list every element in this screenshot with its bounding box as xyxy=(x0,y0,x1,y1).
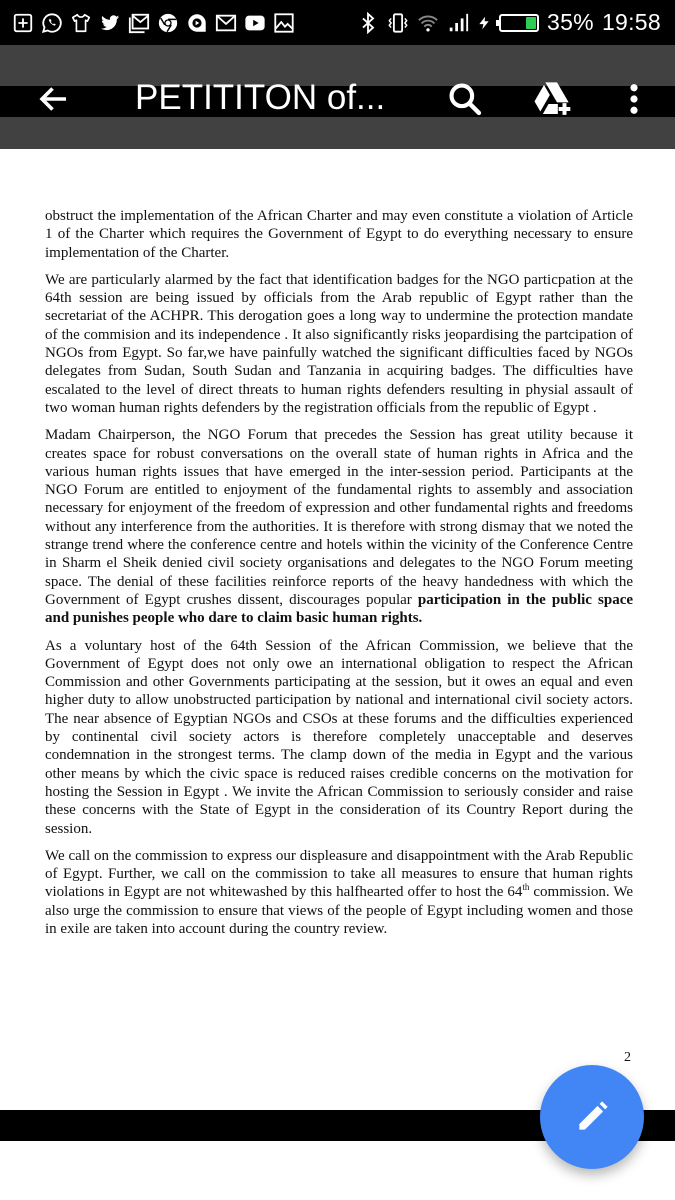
youtube-icon xyxy=(244,12,266,34)
charging-icon xyxy=(477,12,491,34)
gmail-icon xyxy=(215,12,237,34)
wifi-icon xyxy=(417,12,439,34)
paragraph xyxy=(45,847,633,938)
signal-icon xyxy=(447,12,469,34)
more-vert-icon xyxy=(616,81,652,117)
gmail-stack-icon xyxy=(128,12,150,34)
vibrate-icon xyxy=(387,12,409,34)
search-icon xyxy=(446,80,484,118)
chrome-icon xyxy=(157,12,179,34)
twitter-icon xyxy=(99,12,121,34)
arrow-left-icon xyxy=(36,81,72,117)
paragraph: obstruct the implementation of the African Charter and may even constitute a violation of Article 1 of the Charter which requires the Government of Egypt to do everything necessary to ensure implementation of the Charter. xyxy=(45,208,633,261)
add-to-drive-button[interactable] xyxy=(530,77,574,121)
search-button[interactable] xyxy=(443,77,487,121)
edit-fab-button[interactable] xyxy=(540,1065,644,1169)
more-options-button[interactable] xyxy=(612,77,656,121)
notification-icons xyxy=(0,12,295,34)
drive-add-icon xyxy=(532,79,572,119)
shirt-icon xyxy=(70,12,92,34)
document-title: PETITITON of... xyxy=(135,78,386,117)
system-status xyxy=(357,9,675,36)
back-button[interactable] xyxy=(34,79,74,119)
add-box-icon xyxy=(12,12,34,34)
bluetooth-icon xyxy=(357,12,379,34)
paragraph-text: Madam Chairperson, the NGO Forum that precedes the Session has great utility because it creates space for robust conversations on the overall state of human rights in Africa and the various human rights issues that have emerged in the inter-session period. Participants at the NGO Forum are entitled to enjoyment of the fundamental rights to assembly and association necessary for enjoyment of the freedom of expression and other fundamental rights and freedoms without any interference from the authorities. It is therefore with strong dismay that we noted the strange trend where the conference centre and hotels within the vicinity of the Conference Centre in Sharm el Sheik denied civil society organisations and delegates to the NGO Forum meeting space. The denial of these facilities reinforce reports of the heavy handedness with which the Government of Egypt crushes dissent, discourages popular xyxy=(45,427,633,608)
paragraph-text: commission. We also urge the commission to ensure that views of the people of Egypt including women and those in exile are taken into account during the country review. xyxy=(45,884,633,937)
paragraph: As a voluntary host of the 64th Session of the African Commission, we believe that the Government of Egypt does not only owe an international obligation to respect the African Commission and other Governments participating at the session, but it owes an equal and even higher duty to allow unobstructed participation by national and international civil society actors. The near absence of Egyptian NGOs and CSOs at these forums and the difficulties experienced by continental civil society actors is therefore completely unacceptable and deserves condemnation in the strongest terms. The clamp down of the media in Egypt and the various other means by which the civic space is reduced raises credible concerns on the motivation for hosting the Session in Egypt . We invite the African Commission to seriously consider and raise these concerns with the State of Egypt in the consideration of its Country Report during the session. xyxy=(45,637,633,837)
edit-pencil-icon xyxy=(573,1098,611,1136)
battery-percent: 35% xyxy=(547,9,594,35)
image-icon xyxy=(273,12,295,34)
video-bubble-icon xyxy=(186,12,208,34)
ordinal-superscript: th xyxy=(522,882,530,893)
paragraph: We are particularly alarmed by the fact that identification badges for the NGO particpation at the 64th session are being issued by officials from the Arab republic of Egypt rather than the secretariat of the ACHPR. This derogation goes a long way to undermine the protection mandate of the commision and its independence . It also significantly risks jeopardising the partcipation of NGOs from Egypt. So far,we have painfully watched the significant difficulties faced by NGOs delegates from Sudan, South Sudan and Tanzania in acquiring badges. The difficulties have escalated to the level of direct threats to human rights defenders resulting in physial assault of two woman human rights defenders by the registration officials from the republic of Egypt . xyxy=(45,271,633,416)
whatsapp-icon xyxy=(41,12,63,34)
paragraph-bold-text: participation in the public space and punishes people who dare to claim basic human rights. xyxy=(45,591,634,627)
status-bar xyxy=(0,0,675,45)
clock: 19:58 xyxy=(601,9,661,35)
paragraph xyxy=(45,426,633,627)
battery-level xyxy=(526,17,536,29)
app-toolbar xyxy=(0,45,675,149)
paragraph-text: We call on the commission to express our displeasure and disappointment with the Arab Republic of Egypt. Further, we call on the commission to take all measures to ensure that human rights violations in Egypt are not whitewashed by this halfhearted offer to host the 64 xyxy=(45,847,633,901)
pdf-page[interactable] xyxy=(0,149,675,1110)
page-number: 2 xyxy=(624,1050,631,1065)
document-body xyxy=(45,207,633,947)
battery-icon xyxy=(499,14,539,32)
